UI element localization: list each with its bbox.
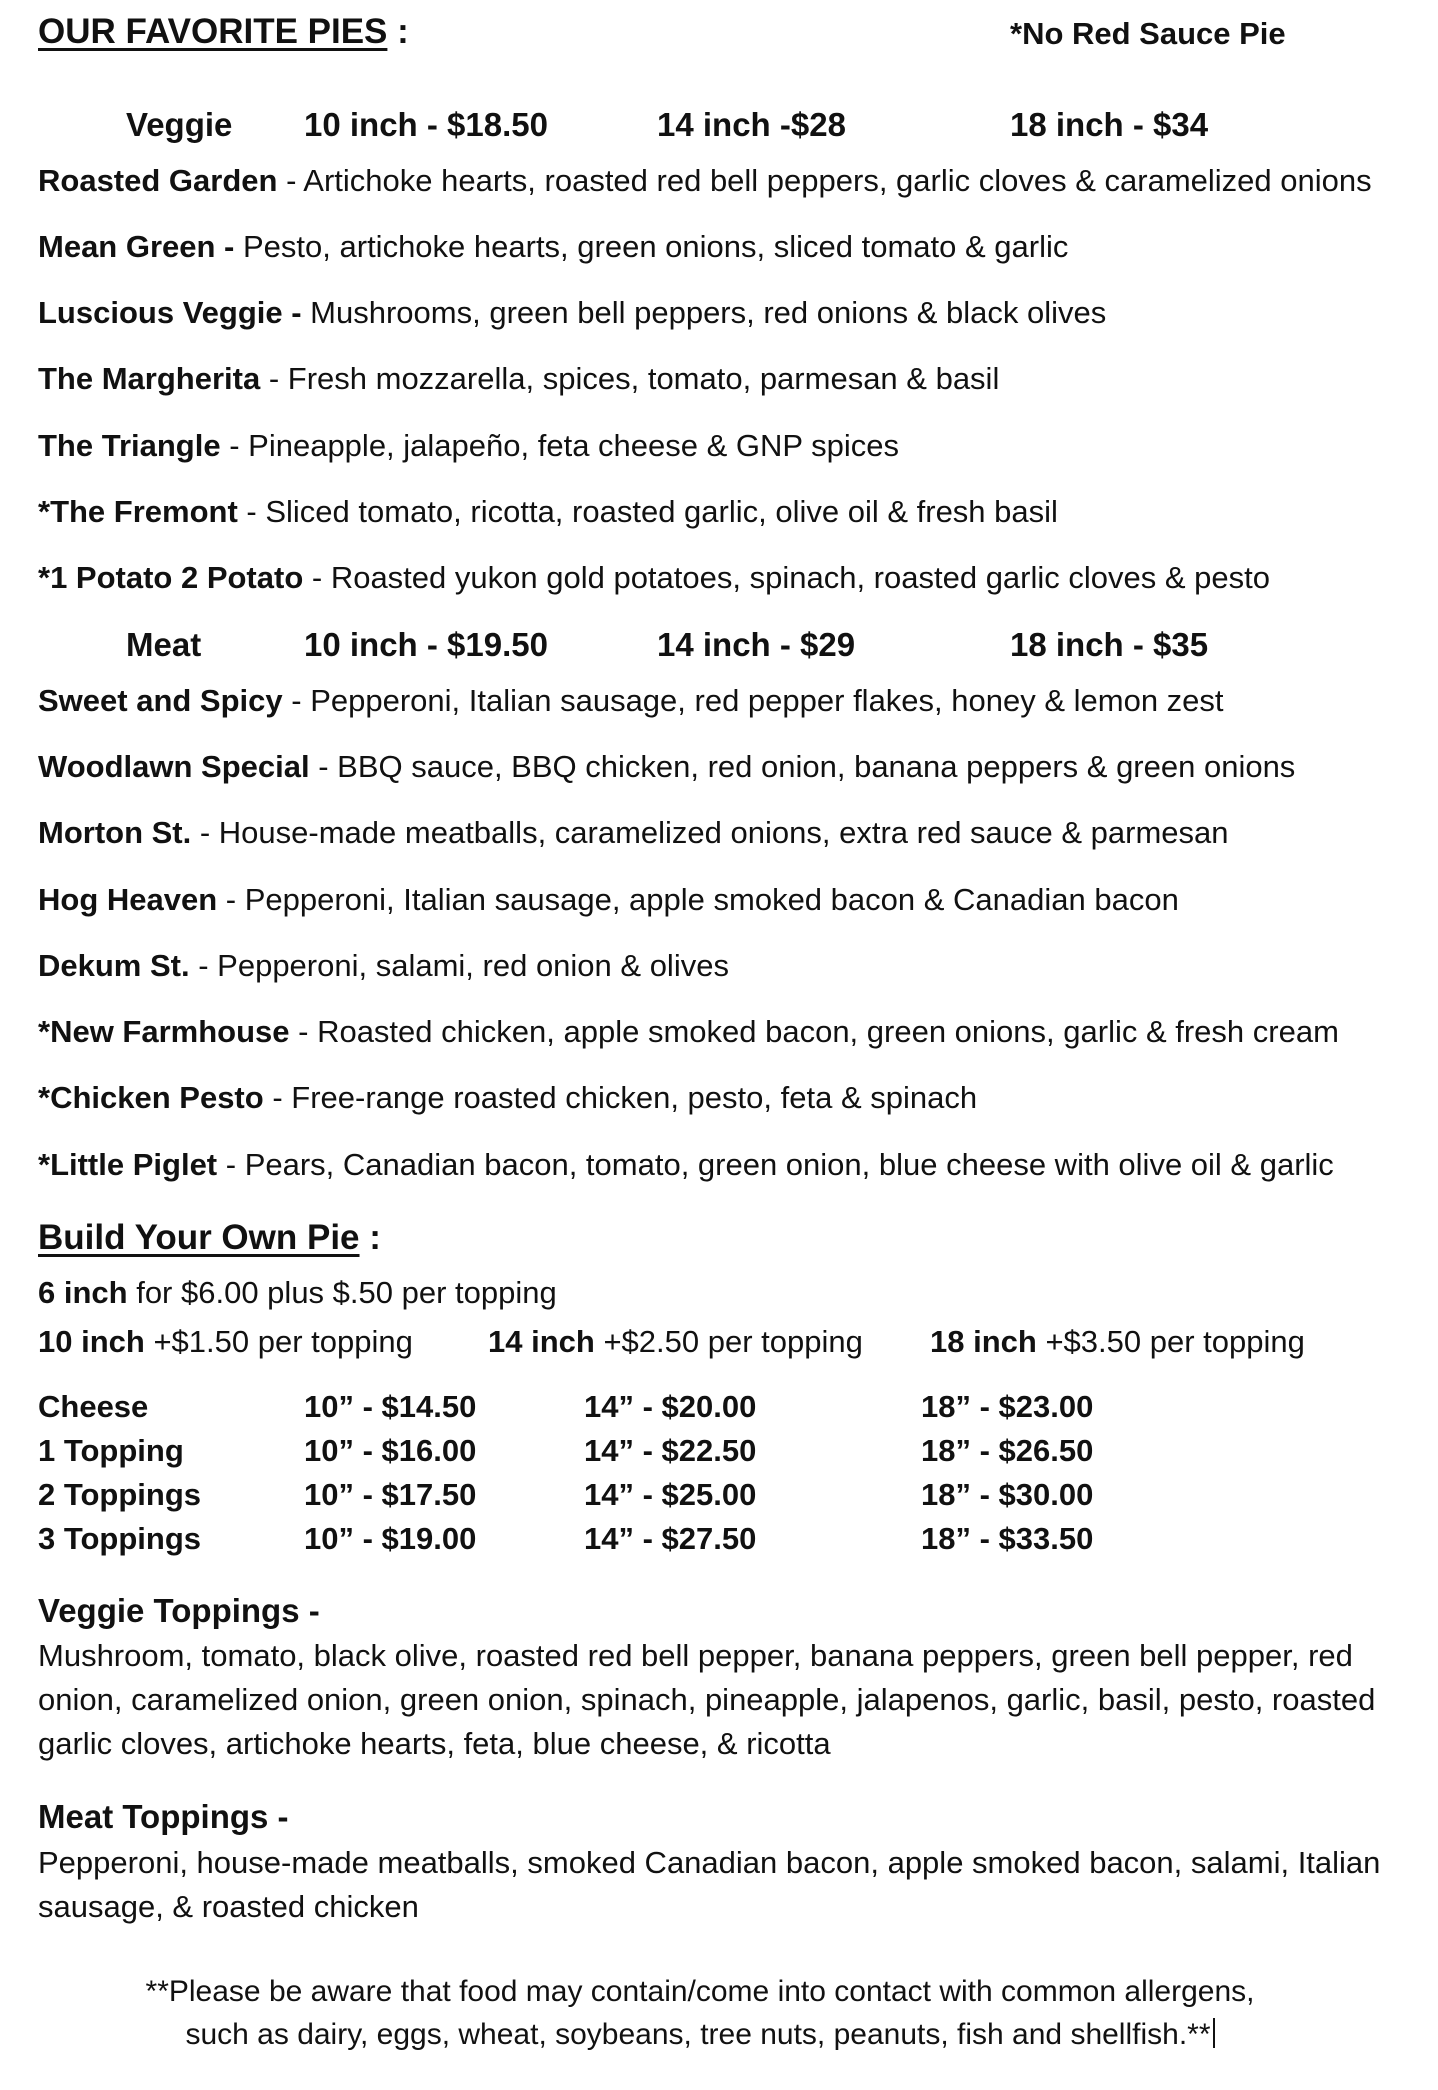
- per-topping-10: [38, 1324, 413, 1360]
- menu-item: [38, 1147, 1334, 1183]
- item-name: The Triangle: [38, 428, 221, 463]
- veggie-size-14: 14 inch -$28: [657, 106, 846, 143]
- menu-item: [38, 163, 1372, 199]
- menu-item: [38, 229, 1068, 265]
- price-row-label: 1 Topping: [38, 1433, 184, 1468]
- meat-label: Meat: [126, 626, 202, 663]
- item-name: *The Fremont: [38, 494, 238, 529]
- no-red-sauce-note: *No Red Sauce Pie: [1010, 16, 1286, 51]
- item-name: Sweet and Spicy: [38, 683, 283, 718]
- item-desc: - Pepperoni, Italian sausage, red pepper flakes, honey & lemon zest: [282, 683, 1224, 718]
- per-topping-size: 10 inch: [38, 1324, 145, 1359]
- item-desc: - Sliced tomato, ricotta, roasted garlic, olive oil & fresh basil: [237, 494, 1058, 529]
- item-desc: - Pineapple, jalapeño, feta cheese & GNP spices: [220, 428, 900, 463]
- item-name: Mean Green -: [38, 229, 235, 264]
- item-desc: Pesto, artichoke hearts, green onions, sliced tomato & garlic: [234, 229, 1069, 264]
- price-18: 18” - $33.50: [921, 1521, 1094, 1556]
- item-name: *New Farmhouse: [38, 1014, 290, 1049]
- meat-toppings-title: Meat Toppings -: [38, 1798, 289, 1835]
- price-10: 10” - $19.00: [304, 1521, 477, 1556]
- text-cursor: [1213, 2018, 1215, 2048]
- meat-toppings-text: Pepperoni, house-made meatballs, smoked Canadian bacon, apple smoked bacon, salami, Italian sausage, & roasted chicken: [38, 1845, 1381, 1924]
- per-topping-14: [488, 1324, 863, 1360]
- item-name: Morton St.: [38, 815, 192, 850]
- price-18: 18” - $30.00: [921, 1477, 1094, 1512]
- menu-item: [38, 749, 1295, 785]
- favorites-title: OUR FAVORITE PIES: [38, 12, 388, 51]
- favorites-colon: :: [397, 12, 409, 51]
- price-row-label: Cheese: [38, 1389, 149, 1424]
- veggie-size-10: 10 inch - $18.50: [304, 106, 548, 143]
- item-name: *Chicken Pesto: [38, 1080, 264, 1115]
- veggie-toppings-title: Veggie Toppings -: [38, 1592, 320, 1629]
- item-desc: - Pepperoni, salami, red onion & olives: [189, 948, 729, 983]
- menu-item: [38, 683, 1224, 719]
- menu-item: [38, 494, 1058, 530]
- item-name: Hog Heaven: [38, 882, 218, 917]
- veggie-toppings-text: Mushroom, tomato, black olive, roasted red bell pepper, banana peppers, green bell pepper, red onion, caramelized onion, green onion, spinach, pineapple, jalapenos, garlic, basil, pesto, roasted garlic cloves, artichoke hearts, feta, blue cheese, & ricotta: [38, 1638, 1376, 1761]
- price-row-label: 3 Toppings: [38, 1521, 202, 1556]
- item-name: *1 Potato 2 Potato: [38, 560, 304, 595]
- build-colon: :: [369, 1218, 381, 1257]
- price-14: 14” - $22.50: [584, 1433, 757, 1468]
- allergen-text: **Please be aware that food may contain/come into contact with common allergens, such as dairy, eggs, wheat, soybeans, tree nuts, peanuts, fish and shellfish.**: [145, 1975, 1255, 2051]
- menu-item: [38, 428, 899, 464]
- menu-item: [38, 361, 999, 397]
- build-title: Build Your Own Pie: [38, 1218, 360, 1257]
- per-topping-size: 14 inch: [488, 1324, 595, 1359]
- meat-size-14: 14 inch - $29: [657, 626, 856, 663]
- item-name: Woodlawn Special: [38, 749, 310, 784]
- allergen-notice: [110, 1970, 1290, 2056]
- price-10: 10” - $14.50: [304, 1389, 477, 1424]
- price-14: 14” - $27.50: [584, 1521, 757, 1556]
- menu-item: [38, 1080, 977, 1116]
- per-topping-text: +$1.50 per topping: [144, 1324, 413, 1359]
- item-name: The Margherita: [38, 361, 261, 396]
- menu-item: [38, 560, 1270, 596]
- menu-item: [38, 815, 1229, 851]
- item-desc: Mushrooms, green bell peppers, red onions & black olives: [301, 295, 1107, 330]
- favorites-heading: [38, 12, 409, 52]
- per-topping-text: +$3.50 per topping: [1036, 1324, 1305, 1359]
- item-name: Luscious Veggie -: [38, 295, 302, 330]
- six-inch-text: for $6.00 plus $.50 per topping: [127, 1275, 557, 1310]
- price-10: 10” - $17.50: [304, 1477, 477, 1512]
- per-topping-18: [930, 1324, 1305, 1360]
- item-name: Dekum St.: [38, 948, 190, 983]
- item-desc: - Artichoke hearts, roasted red bell peppers, garlic cloves & caramelized onions: [277, 163, 1372, 198]
- six-inch-line: [38, 1275, 557, 1311]
- item-desc: - Pears, Canadian bacon, tomato, green onion, blue cheese with olive oil & garlic: [217, 1147, 1334, 1182]
- price-18: 18” - $23.00: [921, 1389, 1094, 1424]
- meat-size-10: 10 inch - $19.50: [304, 626, 548, 663]
- menu-item: [38, 948, 729, 984]
- item-desc: - BBQ sauce, BBQ chicken, red onion, banana peppers & green onions: [309, 749, 1296, 784]
- item-desc: - Free-range roasted chicken, pesto, feta & spinach: [263, 1080, 978, 1115]
- price-14: 14” - $20.00: [584, 1389, 757, 1424]
- item-desc: - Fresh mozzarella, spices, tomato, parmesan & basil: [260, 361, 1000, 396]
- price-row-label: 2 Toppings: [38, 1477, 202, 1512]
- item-desc: - Roasted chicken, apple smoked bacon, green onions, garlic & fresh cream: [289, 1014, 1339, 1049]
- meat-size-18: 18 inch - $35: [1010, 626, 1209, 663]
- menu-item: [38, 882, 1179, 918]
- item-desc: - Pepperoni, Italian sausage, apple smoked bacon & Canadian bacon: [217, 882, 1179, 917]
- item-desc: - House-made meatballs, caramelized onions, extra red sauce & parmesan: [191, 815, 1229, 850]
- per-topping-text: +$2.50 per topping: [594, 1324, 863, 1359]
- veggie-label: Veggie: [126, 106, 233, 143]
- veggie-size-18: 18 inch - $34: [1010, 106, 1209, 143]
- item-name: *Little Piglet: [38, 1147, 218, 1182]
- six-inch-size: 6 inch: [38, 1275, 128, 1310]
- price-18: 18” - $26.50: [921, 1433, 1094, 1468]
- menu-item: [38, 295, 1106, 331]
- price-14: 14” - $25.00: [584, 1477, 757, 1512]
- per-topping-size: 18 inch: [930, 1324, 1037, 1359]
- price-10: 10” - $16.00: [304, 1433, 477, 1468]
- menu-item: [38, 1014, 1339, 1050]
- item-name: Roasted Garden: [38, 163, 278, 198]
- build-heading: [38, 1218, 381, 1258]
- item-desc: - Roasted yukon gold potatoes, spinach, roasted garlic cloves & pesto: [303, 560, 1270, 595]
